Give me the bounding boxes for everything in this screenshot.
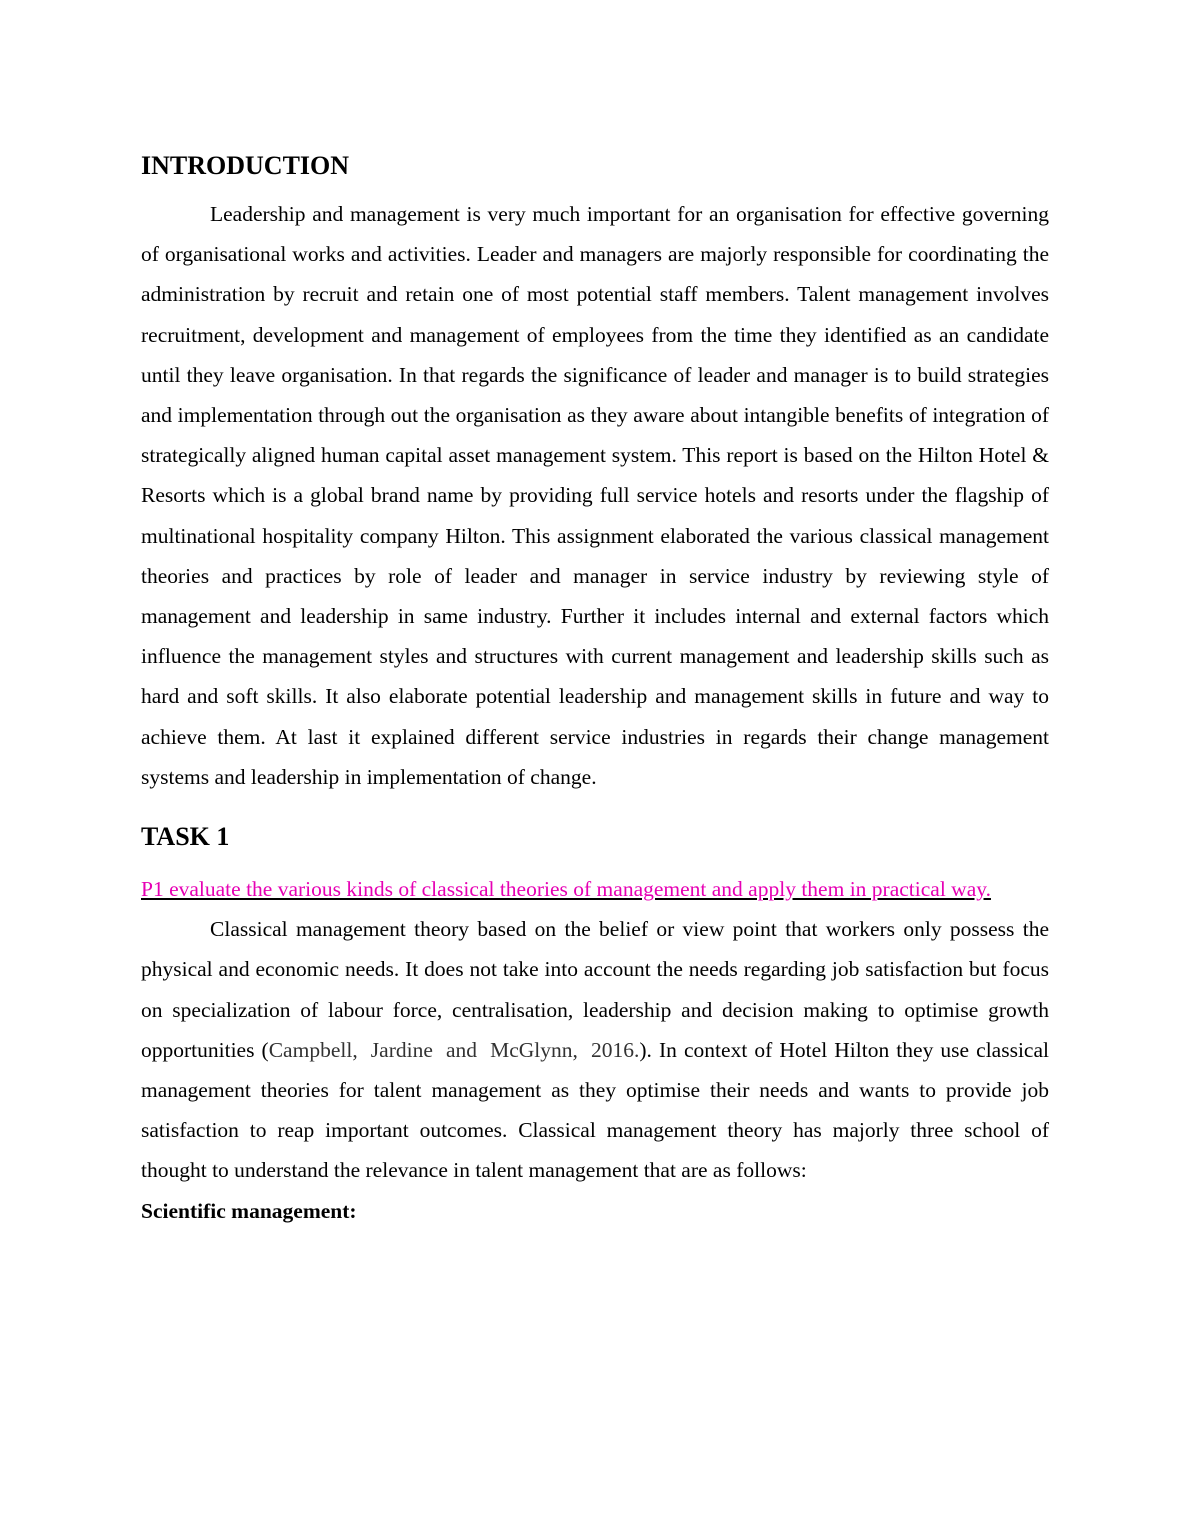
scientific-management-subheading: Scientific management:	[141, 1198, 357, 1223]
task-1-paragraph-end: ). In context of Hotel Hilton they use classical management theories for talent management as they optimise their needs and wants to provide job satisfaction to reap important outcomes. Classical management theory has majorly three school of thought to understand the relevance in talent management that are as follows:	[141, 1037, 1049, 1183]
introduction-heading: INTRODUCTION	[141, 151, 350, 180]
page-content	[141, 148, 1049, 1231]
p1-objective	[141, 869, 1049, 909]
introduction-paragraph: Leadership and management is very much important for an organisation for effective governing of organisational works and activities. Leader and managers are majorly responsible for coordinating the administration by recruit and retain one of most potential staff members. Talent management involves recruitment, development and management of employees from the time they identified as an candidate until they leave organisation. In that regards the significance of leader and manager is to build strategies and implementation through out the organisation as they aware about intangible benefits of integration of strategically aligned human capital asset management system. This report is based on the Hilton Hotel & Resorts which is a global brand name by providing full service hotels and resorts under the flagship of multinational hospitality company Hilton. This assignment elaborated the various classical management theories and practices by role of leader and manager in service industry by reviewing style of management and leadership in same industry. Further it includes internal and external factors which influence the management styles and structures with current management and leadership skills such as hard and soft skills. It also elaborate potential leadership and management skills in future and way to achieve them. At last it explained different service industries in regards their change management systems and leadership in implementation of change.	[141, 202, 1049, 789]
task-1-heading: TASK 1	[141, 822, 230, 852]
p1-objective-text: P1 evaluate the various kinds of classical theories of management and apply them in practical way.	[141, 877, 991, 902]
task-1-paragraph	[141, 909, 1049, 1190]
task-1-paragraph-start: Classical management theory based on the belief or view point that workers only possess the physical and economic needs. It does not take into account the needs regarding job satisfaction but focus on specialization of labour force, centralisation, leadership and decision making to optimise growth opportunities (	[141, 917, 1049, 1062]
citation: Campbell, Jardine and McGlynn, 2016.	[268, 1037, 640, 1062]
